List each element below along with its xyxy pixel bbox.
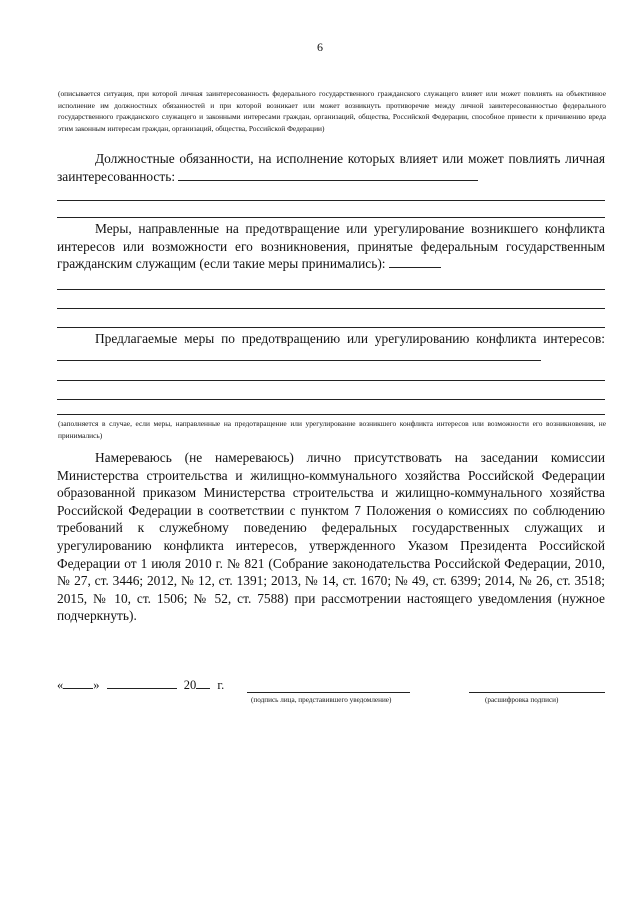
quote-open: «: [57, 678, 64, 692]
duties-label: Должностные обязанности, на исполнение которых влияет или может повлиять личная заинтересованность:: [57, 151, 605, 184]
page-number: 6: [317, 40, 323, 54]
duties-line-2[interactable]: [57, 217, 605, 218]
measures-taken-paragraph: [57, 220, 605, 273]
date-field[interactable]: [57, 678, 224, 693]
year-blank[interactable]: [196, 688, 210, 689]
measures-taken-line-2[interactable]: [57, 308, 605, 309]
quote-close: »: [93, 678, 100, 692]
year-suffix: г.: [217, 678, 225, 692]
decoding-line[interactable]: [469, 692, 605, 693]
proposed-measures-line-2[interactable]: [57, 399, 605, 400]
duties-line-1[interactable]: [57, 200, 605, 201]
year-prefix: 20: [183, 678, 197, 692]
proposed-measures-blank[interactable]: [57, 360, 541, 361]
duties-paragraph: [57, 150, 605, 185]
proposed-measures-line-3[interactable]: [57, 414, 605, 415]
signature-caption: (подпись лица, представившего уведомление): [251, 696, 392, 704]
month-blank[interactable]: [107, 688, 177, 689]
decoding-caption: (расшифровка подписи): [485, 696, 559, 704]
measures-taken-line-3[interactable]: [57, 327, 605, 328]
measures-taken-line-1[interactable]: [57, 289, 605, 290]
proposed-measures-label: Предлагаемые меры по предотвращению или урегулированию конфликта интересов:: [95, 331, 605, 346]
signature-line[interactable]: [247, 692, 410, 693]
intention-paragraph: Намереваюсь (не намереваюсь) лично присутствовать на заседании комиссии Министерства строительства и жилищно-коммунального хозяйства Российской Федерации образованной приказом Министерства строительства и жилищно-коммунального хозяйства Российской Федерации в соответствии с пунктом 7 Положения о комиссиях по соблюдению требований к служебному поведению федеральных государственных служащих и урегулированию конфликта интересов, утвержденного Указом Президента Российской Федерации от 1 июля 2010 г. № 821 (Собрание законодательства Российской Федерации, 2010, № 27, ст. 3446; 2012, № 12, ст. 1391; 2013, № 14, ст. 1670; № 49, ст. 6399; 2014, № 26, ст. 3518; 2015, № 10, ст. 1506; № 52, ст. 7588) при рассмотрении настоящего уведомления (нужное подчеркнуть).: [57, 450, 605, 624]
proposed-measures-paragraph: [57, 330, 605, 365]
measures-taken-label: Меры, направленные на предотвращение или урегулирование возникшего конфликта интересов или возможности его возникновения, принятые федеральным государственным гражданским служащим (если такие меры принимались):: [57, 221, 605, 272]
note-if-not-taken: (заполняется в случае, если меры, направленные на предотвращение или урегулирование возникшего конфликта интересов или возможности его возникновения, не принимались): [58, 419, 606, 440]
measures-taken-blank[interactable]: [389, 267, 441, 268]
proposed-measures-line-1[interactable]: [57, 380, 605, 381]
day-blank[interactable]: [63, 688, 93, 689]
duties-blank[interactable]: [178, 180, 478, 181]
note-situation: (описывается ситуация, при которой личная заинтересованность федерального государственного гражданского служащего влияет или может повлиять на объективное исполнение им должностных обязанностей и при которой возникает или может возникнуть противоречие между личной заинтересованностью федерального государственного гражданского служащего и законными интересами граждан, организаций, общества, Российской Федерации, способное привести к причинению вреда этим законным интересам граждан, организаций, общества, Российской Федерации): [58, 89, 606, 133]
